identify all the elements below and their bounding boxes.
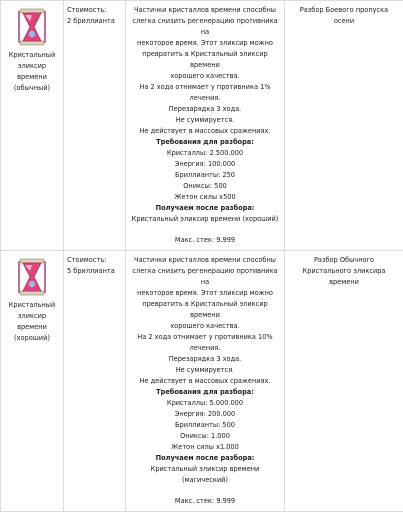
result-title: Получаем после разбора: (129, 453, 281, 464)
requirement-item: Бриллианты: 500 (129, 420, 281, 431)
source-line: Кристального эликсира (288, 266, 400, 277)
desc-line: некоторое время. Этот эликсир можно (129, 288, 281, 299)
desc-line: На 2 хода отнимает у противника 1% лечения. (129, 82, 281, 104)
source-cell (285, 251, 403, 512)
source-line: времени (288, 277, 400, 288)
item-name-line: времени (4, 72, 60, 83)
desc-line: Не действует в массовых сражениях. (129, 376, 281, 387)
cost-label: Стоимость: (67, 5, 122, 16)
item-name-line: эликсир (4, 311, 60, 322)
max-stack: Макс. стек: 9.999 (129, 496, 281, 507)
desc-line: хорошего качества. (129, 321, 281, 332)
cost-value: 2 бриллианта (67, 16, 122, 27)
item-cell (1, 251, 64, 512)
cost-cell (64, 251, 126, 512)
desc-line: хорошего качества. (129, 71, 281, 82)
requirement-item: Энергия: 200.000 (129, 409, 281, 420)
table-row (1, 251, 403, 512)
desc-line: превратить в Кристальный эликсир времени (129, 49, 281, 71)
item-cell (1, 1, 64, 251)
item-name-line: (обычный) (4, 83, 60, 94)
source-line: Разбор Боевого пропуска (288, 5, 400, 16)
result-item: Кристальный эликсир времени (хороший) (129, 214, 281, 225)
max-stack: Макс. стек: 9.999 (129, 235, 281, 246)
desc-line: Частички кристаллов времени способны (129, 5, 281, 16)
desc-line: Не суммируется. (129, 365, 281, 376)
requirement-item: Жетон силы x1.000 (129, 442, 281, 453)
desc-line: слегка снизить регенерацию противника на (129, 266, 281, 288)
requirements-title: Требования для разбора: (129, 387, 281, 398)
requirement-item: Энергия: 100.000 (129, 159, 281, 170)
source-line: Разбор Обычного (288, 255, 400, 266)
requirement-item: Жетон силы x500 (129, 192, 281, 203)
desc-line: Не действует в массовых сражениях. (129, 126, 281, 137)
cost-value: 5 бриллианта (67, 266, 122, 277)
item-name-line: Кристальный (4, 50, 60, 61)
requirement-item: Кристаллы: 5.000.000 (129, 398, 281, 409)
source-line: осени (288, 16, 400, 27)
desc-line: Частички кристаллов времени способны (129, 255, 281, 266)
desc-line: На 2 хода отнимает у противника 10% лечения. (129, 332, 281, 354)
description-cell (126, 251, 285, 512)
item-name-line: времени (4, 322, 60, 333)
desc-line: некоторое время. Этот эликсир можно (129, 38, 281, 49)
source-cell (285, 1, 403, 251)
desc-line: слегка снизить регенерацию противника на (129, 16, 281, 38)
desc-line: Перезарядка 3 хода. (129, 104, 281, 115)
requirement-item: Бриллианты: 250 (129, 170, 281, 181)
description-cell (126, 1, 285, 251)
result-title: Получаем после разбора: (129, 203, 281, 214)
requirements-title: Требования для разбора: (129, 137, 281, 148)
spacer (129, 486, 281, 496)
requirement-item: Ониксы: 1.000 (129, 431, 281, 442)
item-name-line: эликсир (4, 61, 60, 72)
hourglass-elixir-icon (12, 7, 52, 47)
desc-line: Не суммируется. (129, 115, 281, 126)
requirement-item: Ониксы: 500 (129, 181, 281, 192)
hourglass-elixir-icon (12, 257, 52, 297)
result-item: Кристальный эликсир времени (магический) (129, 464, 281, 486)
table-row (1, 1, 403, 251)
desc-line: Перезарядка 3 хода. (129, 354, 281, 365)
cost-label: Стоимость: (67, 255, 122, 266)
desc-line: превратить в Кристальный эликсир времени (129, 299, 281, 321)
item-name-line: Кристальный (4, 300, 60, 311)
cost-cell (64, 1, 126, 251)
requirement-item: Кристаллы: 2.500.000 (129, 148, 281, 159)
spacer (129, 225, 281, 235)
item-name-line: (хороший) (4, 333, 60, 344)
